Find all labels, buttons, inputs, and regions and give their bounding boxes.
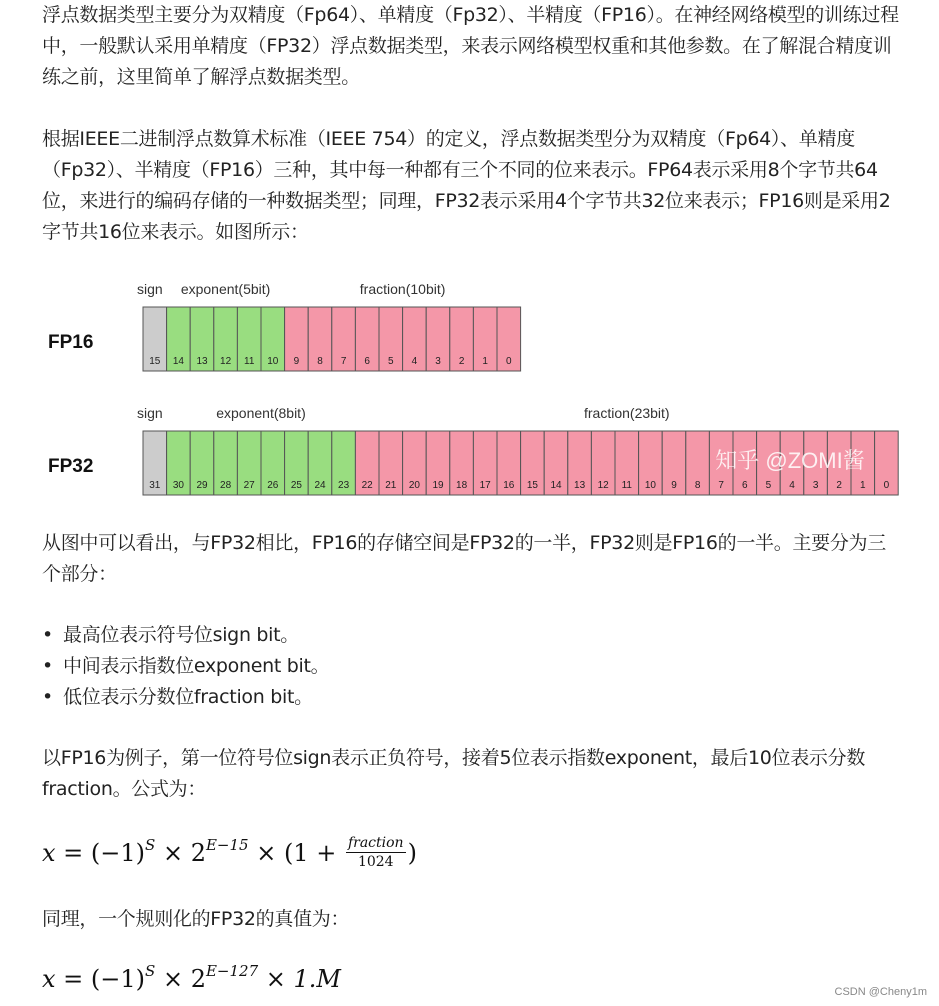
fp32-intro-paragraph: 同理，一个规则化的FP32的真值为： bbox=[42, 908, 350, 930]
bit-index-label: 21 bbox=[385, 480, 397, 491]
bit-index-label: 0 bbox=[883, 480, 890, 491]
bit-index-label: 6 bbox=[742, 480, 748, 491]
bit-index-label: 17 bbox=[479, 480, 491, 491]
bit-index-label: 30 bbox=[172, 480, 184, 491]
bit-index-label: 2 bbox=[458, 356, 465, 367]
list-item: • 低位表示分数位fraction bit。 bbox=[42, 682, 329, 713]
sign-label: sign bbox=[137, 405, 163, 421]
bit-index-label: 19 bbox=[432, 480, 444, 491]
bit-index-label: 26 bbox=[267, 480, 279, 491]
bit-index-label: 4 bbox=[411, 356, 418, 367]
fraction-term: $\frac{\text{fraction}}{1024}$ bbox=[347, 835, 404, 870]
bit-index-label: 13 bbox=[574, 480, 586, 491]
bit-index-label: 9 bbox=[293, 356, 300, 367]
format-name-fp16: FP16 bbox=[48, 332, 94, 353]
bit-index-label: 6 bbox=[364, 356, 370, 367]
bit-index-label: 29 bbox=[196, 480, 208, 491]
bit-index-label: 11 bbox=[621, 480, 632, 491]
bit-index-label: 8 bbox=[694, 480, 701, 491]
bit-index-label: 20 bbox=[408, 480, 420, 491]
bit-index-label: 12 bbox=[220, 356, 232, 367]
bit-index-label: 11 bbox=[244, 356, 255, 367]
intro-paragraph: 浮点数据类型主要分为双精度（Fp64）、单精度（Fp32）、半精度（FP16）。在神经网络模型的训练过程中，一般默认采用单精度（FP32）浮点数据类型，来表示网络模型权重和其他参数。在了解混合精度训练之前，这里简单了解浮点数据类型。 bbox=[42, 4, 899, 88]
list-item: • 最高位表示符号位sign bit。 bbox=[42, 620, 329, 651]
bit-index-label: 4 bbox=[789, 480, 795, 491]
fp16-formula: $x = (-1)^S \times 2^{E-15} \times (1$ + $\frac{\text{fraction}}{1024}$ ) bbox=[42, 835, 417, 870]
bit-index-label: 10 bbox=[267, 356, 279, 367]
exponent-label: exponent(8bit) bbox=[216, 405, 306, 421]
bit-index-label: 13 bbox=[196, 356, 208, 367]
bit-index-label: 7 bbox=[340, 356, 347, 367]
bit-index-label: 7 bbox=[718, 480, 724, 491]
bit-index-label: 31 bbox=[149, 480, 161, 491]
csdn-watermark: CSDN @Cheny1m bbox=[834, 986, 927, 998]
bit-index-label: 22 bbox=[361, 480, 373, 491]
zhihu-watermark: 知乎 @ZOMI酱 bbox=[715, 448, 865, 473]
bit-index-label: 2 bbox=[836, 480, 842, 491]
ieee-paragraph: 根据IEEE二进制浮点数算术标准（IEEE 754）的定义，浮点数据类型分为双精度（Fp64）、单精度（Fp32）、半精度（FP16）三种，其中每一种都有三个不同的位来表示。FP64表示采用8个字节共64位，来进行的编码存储的一种数据类型；同理，FP32表示采用4个字节共32位来表示；FP16则是采用2字节共16位来表示。如图所示： bbox=[42, 128, 891, 243]
bit-index-label: 3 bbox=[812, 480, 819, 491]
bit-index-label: 8 bbox=[317, 356, 323, 367]
exponent-label: exponent(5bit) bbox=[180, 281, 271, 297]
bit-index-label: 1 bbox=[482, 356, 488, 367]
bit-index-label: 14 bbox=[550, 480, 562, 491]
bit-index-label: 3 bbox=[435, 356, 441, 367]
bit-index-label: 24 bbox=[314, 480, 326, 491]
bit-index-label: 1 bbox=[860, 480, 866, 491]
format-name-fp32: FP32 bbox=[48, 456, 94, 477]
bit-index-label: 12 bbox=[597, 480, 609, 491]
fraction-label: fraction(23bit) bbox=[584, 405, 670, 421]
bit-index-label: 28 bbox=[220, 480, 232, 491]
sign-label: sign bbox=[137, 281, 163, 297]
list-item: • 中间表示指数位exponent bit。 bbox=[42, 651, 329, 682]
bit-index-label: 15 bbox=[149, 356, 161, 367]
bit-index-label: 5 bbox=[765, 480, 772, 491]
bit-index-label: 5 bbox=[388, 356, 394, 367]
bit-index-label: 25 bbox=[290, 480, 302, 491]
bit-index-label: 16 bbox=[503, 480, 515, 491]
bit-index-label: 27 bbox=[243, 480, 255, 491]
bit-index-label: 18 bbox=[456, 480, 468, 491]
bit-layout-diagram bbox=[0, 270, 939, 500]
bit-index-label: 15 bbox=[526, 480, 538, 491]
bit-index-label: 10 bbox=[644, 480, 656, 491]
fraction-label: fraction(10bit) bbox=[359, 281, 446, 297]
fp16-example-paragraph: 以FP16为例子，第一位符号位sign表示正负符号，接着5位表示指数exponent，最后10位表示分数fraction。公式为： bbox=[42, 747, 866, 800]
bit-index-label: 0 bbox=[506, 356, 512, 367]
bit-index-label: 14 bbox=[172, 356, 184, 367]
bit-index-label: 9 bbox=[671, 480, 677, 491]
fp32-formula: $x = (-1)^S \times 2^{E-127} \times 1.M$ bbox=[42, 962, 341, 993]
bit-parts-list bbox=[42, 620, 329, 713]
compare-paragraph: 从图中可以看出，与FP32相比，FP16的存储空间是FP32的一半，FP32则是FP16的一半。主要分为三个部分： bbox=[42, 532, 886, 585]
bit-index-label: 23 bbox=[338, 480, 350, 491]
